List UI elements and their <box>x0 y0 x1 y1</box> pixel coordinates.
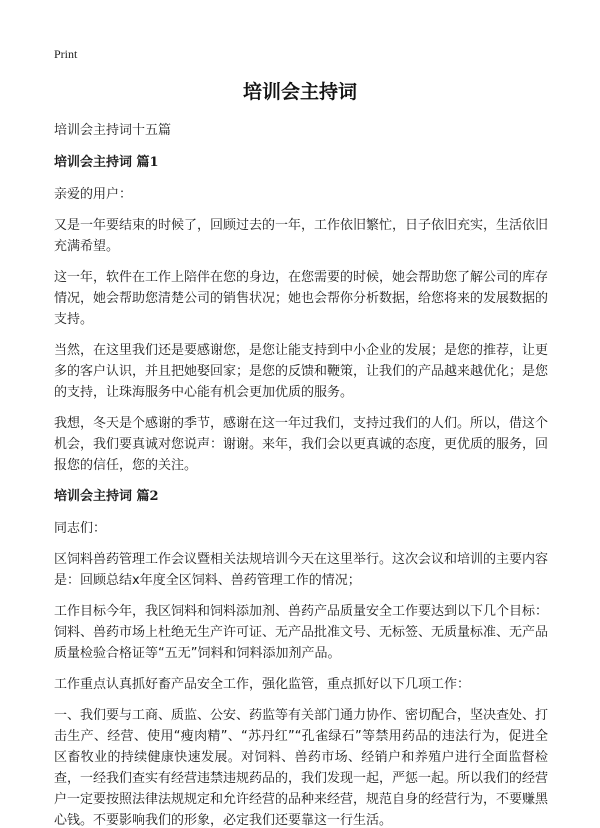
section-heading-2 <box>54 486 548 507</box>
document-subtitle: 培训会主持词十五篇 <box>54 123 172 138</box>
document-title: 培训会主持词 <box>242 81 357 103</box>
print-link[interactable]: Print <box>54 47 78 61</box>
paragraph: 工作目标今年，我区饲料和饲料添加剂、兽药产品质量安全工作要达到以下几个目标：饲料、兽药市场上杜绝无生产许可证、无产品批准文号、无标签、无质量标准、无产品质量检验合格证等“五无”饲料和饲料添加剂产品。 <box>54 604 549 661</box>
paragraph: 这一年，软件在工作上陪伴在您的身边，在您需要的时候，她会帮助您了解公司的库存情况，她会帮助您清楚公司的销售状况；她也会帮你分析数据，给您将来的发展数据的支持。 <box>54 270 549 327</box>
document-body <box>54 120 548 828</box>
paragraph: 我想，冬天是个感谢的季节，感谢在这一年过我们，支持过我们的人们。所以，借这个机会，我们要真诚对您说声：谢谢。来年，我们会以更真诚的态度，更优质的服务，回报您的信任，您的关注。 <box>54 416 549 473</box>
section-heading-text: 培训会主持词 篇 <box>54 489 150 504</box>
paragraph: 又是一年要结束的时候了，回顾过去的一年，工作依旧繁忙，日子依旧充实，生活依旧充满希望。 <box>54 218 549 254</box>
paragraph: 一、我们要与工商、质监、公安、药监等有关部门通力协作、密切配合，坚决查处、打击生产、经营、使用“瘦肉精”、“苏丹红”“孔雀绿石”等禁用药品的违法行为，促进全区畜牧业的持续健康快速发展。对饲料、兽药市场、经销户和养殖户进行全面监督检查，一经我们查实有经营违禁违规药品的，我们发现一起，严惩一起。所以我们的经营户一定要按照法律法规规定和允许经营的品种来经营，规范自身的经营行为，不要赚黑心钱。不要影响我们的形象，必定我们还要靠这一行生活。 <box>54 708 549 828</box>
paragraph: 区饲料兽药管理工作会议暨相关法规培训今天在这里举行。这次会议和培训的主要内容是：回顾总结x年度全区饲料、兽药管理工作的情况； <box>54 552 549 588</box>
paragraph: 当然，在这里我们还是要感谢您，是您让能支持到中小企业的发展；是您的推荐，让更多的客户认识，并且把她娶回家；是您的反馈和鞭策，让我们的产品越来越优化；是您的支持，让珠海服务中心能有机会更加优质的服务。 <box>54 343 549 400</box>
section-heading-1 <box>54 152 548 173</box>
section-heading-text: 培训会主持词 篇 <box>54 155 150 170</box>
section-greeting: 同志们： <box>54 521 107 536</box>
section-heading-number: 2 <box>149 489 159 504</box>
section-greeting: 亲爱的用户： <box>54 187 133 202</box>
section-heading-number: 1 <box>149 155 159 170</box>
paragraph: 工作重点认真抓好畜产品安全工作，强化监管，重点抓好以下几项工作： <box>54 677 471 692</box>
